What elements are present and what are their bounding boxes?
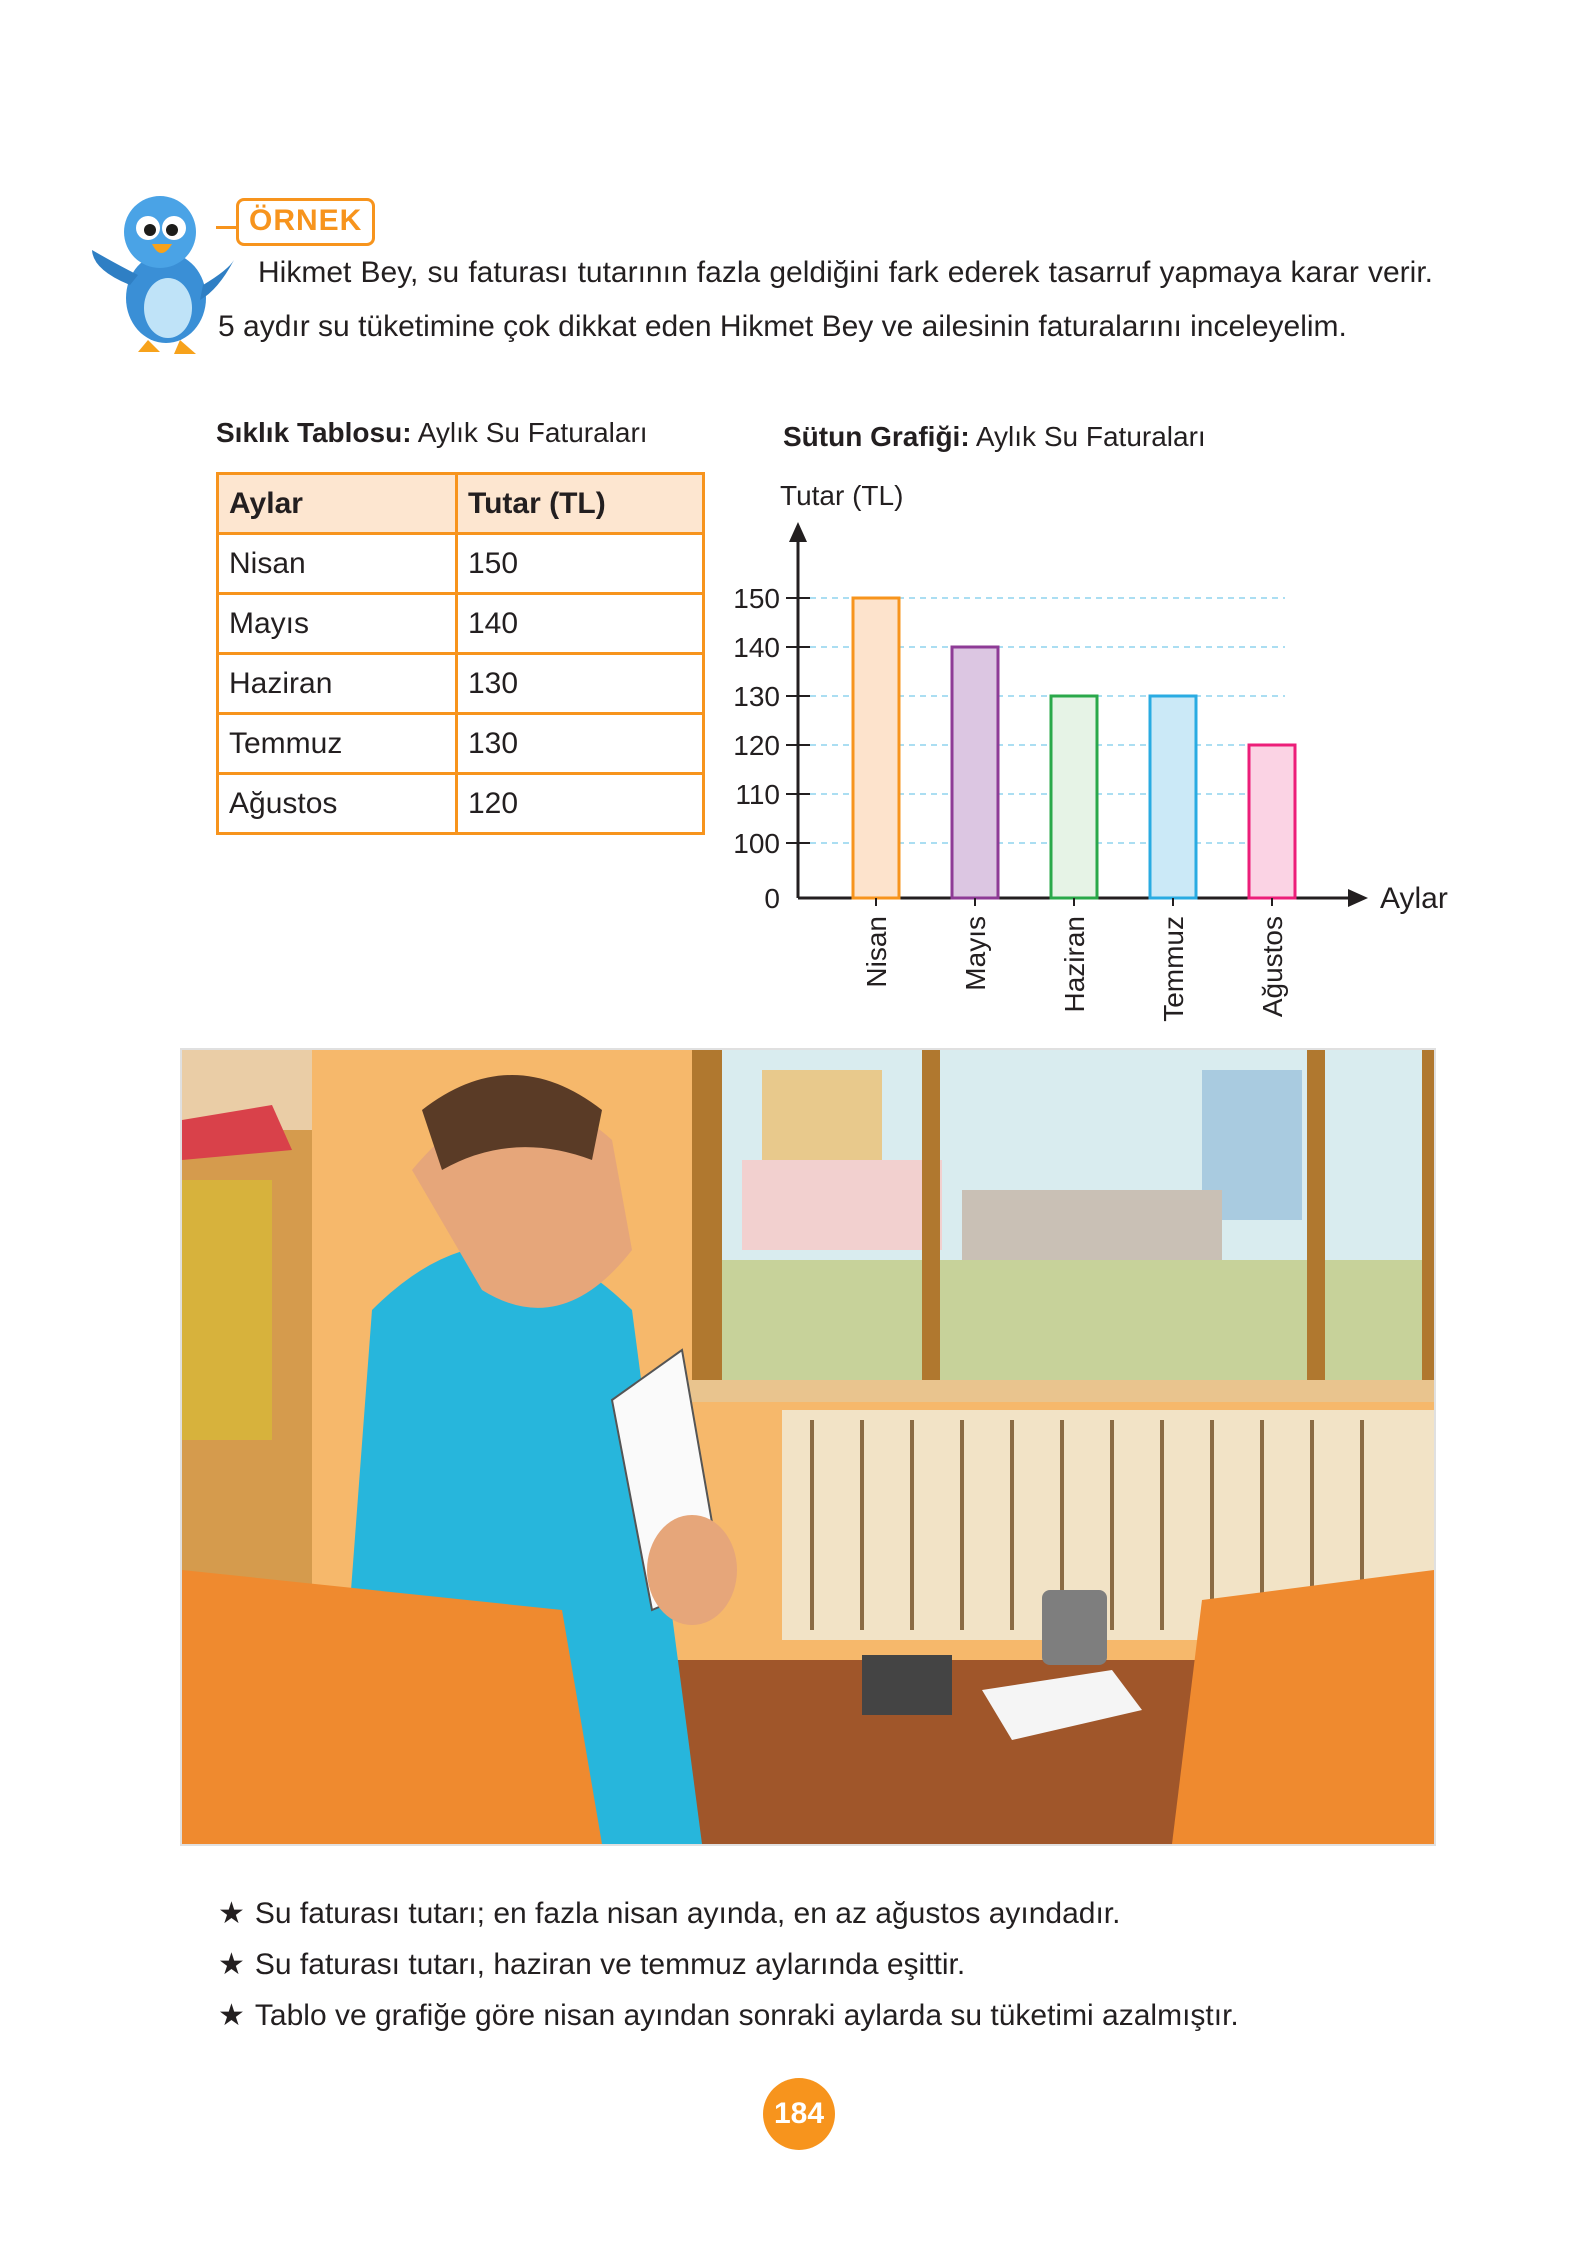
star-icon: ★ xyxy=(218,1999,245,2032)
frequency-table xyxy=(216,472,705,835)
x-tick-label: Nisan xyxy=(861,916,892,988)
note-text: Su faturası tutarı, haziran ve temmuz aylarında eşittir. xyxy=(254,1948,966,1981)
table-cell-month: Temmuz xyxy=(218,714,457,774)
x-tick-label: Mayıs xyxy=(960,916,991,991)
table-cell-month: Mayıs xyxy=(218,594,457,654)
x-axis-title: Aylar xyxy=(1380,882,1448,915)
table-title xyxy=(216,417,648,449)
table-cell-amount: 130 xyxy=(457,654,704,714)
note-text: Tablo ve grafiğe göre nisan ayından sonraki aylarda su tüketimi azalmıştır. xyxy=(254,1999,1239,2032)
note-item xyxy=(218,1896,1120,1931)
chart-title xyxy=(783,421,1206,453)
table-row xyxy=(218,534,704,594)
table-header-amount: Tutar (TL) xyxy=(457,474,704,534)
table-row xyxy=(218,774,704,834)
x-tick-label: Ağustos xyxy=(1257,916,1288,1018)
table-cell-amount: 130 xyxy=(457,714,704,774)
chart-title-rest: Aylık Su Faturaları xyxy=(969,421,1206,452)
note-item xyxy=(218,1947,965,1982)
table-cell-amount: 150 xyxy=(457,534,704,594)
page-number: 184 xyxy=(763,2078,835,2150)
y-tick-label: 120 xyxy=(733,730,780,761)
bar xyxy=(952,647,998,898)
table-cell-amount: 140 xyxy=(457,594,704,654)
intro-paragraph xyxy=(218,246,1433,354)
chart-title-bold: Sütun Grafiği: xyxy=(783,421,970,452)
table-title-rest: Aylık Su Faturaları xyxy=(411,417,648,448)
man-reading-bill-illustration xyxy=(180,1048,1436,1846)
table-header-row xyxy=(218,474,704,534)
bar xyxy=(1150,696,1196,898)
bar xyxy=(1051,696,1097,898)
x-tick-label: Temmuz xyxy=(1158,916,1189,1022)
tag-connector xyxy=(216,214,238,229)
star-icon: ★ xyxy=(218,1948,245,1981)
table-cell-amount: 120 xyxy=(457,774,704,834)
table-cell-month: Ağustos xyxy=(218,774,457,834)
y-tick-label: 100 xyxy=(733,828,780,859)
intro-text: Hikmet Bey, su faturası tutarının fazla geldiğini fark ederek tasarruf yapmaya karar verir. 5 aydır su tüketimine çok dikkat eden Hikmet Bey ve ailesinin faturalarını inceleyelim. xyxy=(218,256,1433,343)
bar xyxy=(853,598,899,898)
table-cell-month: Nisan xyxy=(218,534,457,594)
bar-chart xyxy=(700,470,1448,1040)
y-tick-label: 0 xyxy=(764,883,780,914)
x-axis-arrow-icon xyxy=(1348,889,1368,907)
table-row xyxy=(218,714,704,774)
table-cell-month: Haziran xyxy=(218,654,457,714)
star-icon: ★ xyxy=(218,1897,245,1930)
y-axis-title: Tutar (TL) xyxy=(780,480,904,511)
x-tick-label: Haziran xyxy=(1059,916,1090,1013)
y-tick-label: 130 xyxy=(733,681,780,712)
bar xyxy=(1249,745,1295,898)
table-row xyxy=(218,594,704,654)
y-tick-label: 140 xyxy=(733,632,780,663)
note-text: Su faturası tutarı; en fazla nisan ayında, en az ağustos ayındadır. xyxy=(254,1897,1121,1930)
table-title-bold: Sıklık Tablosu: xyxy=(216,417,412,448)
y-tick-label: 150 xyxy=(733,583,780,614)
note-item xyxy=(218,1998,1239,2033)
example-tag: ÖRNEK xyxy=(236,198,375,246)
table-header-months: Aylar xyxy=(218,474,457,534)
table-row xyxy=(218,654,704,714)
y-tick-label: 110 xyxy=(735,779,780,810)
y-axis-arrow-icon xyxy=(789,522,807,542)
